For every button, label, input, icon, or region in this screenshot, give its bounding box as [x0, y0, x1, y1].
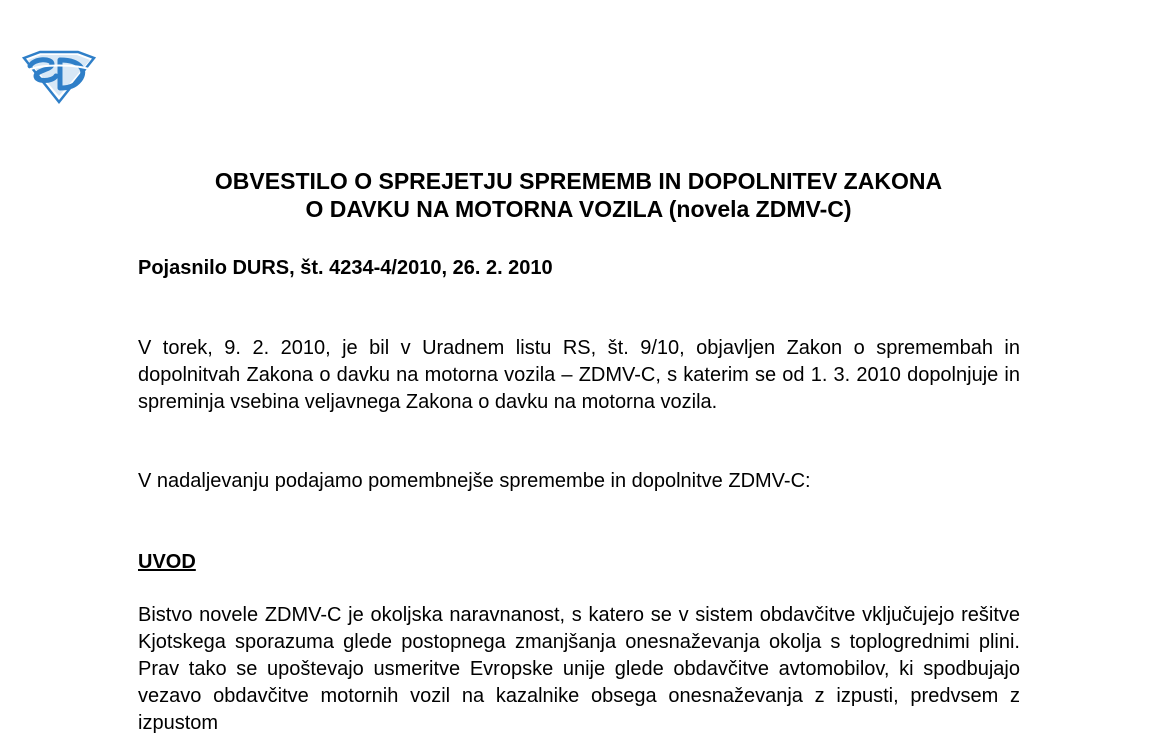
section-heading-uvod: UVOD [138, 551, 196, 573]
paragraph-uvod: Bistvo novele ZDMV-C je okoljska naravnanost, s katero se v sistem obdavčitve vključujejo rešitve Kjotskega sporazuma glede postopnega zmanjšanja onesnaževanja okolja s toplogrednimi plini. Prav tako se upoštevajo usmeritve Evropske unije glede obdavčitve avtomobilov, ki spodbujajo vezavo obdavčitve motornih vozil na kazalnike obsega onesnaževanja z izpusti, predvsem z izpustom [138, 604, 1020, 734]
paragraph-overview: V nadaljevanju podajamo pomembnejše spremembe in dopolnitve ZDMV-C: [138, 470, 811, 492]
title-line-2: O DAVKU NA MOTORNA VOZILA (novela ZDMV-C) [305, 196, 852, 222]
document-title [0, 167, 1157, 223]
document-subtitle: Pojasnilo DURS, št. 4234-4/2010, 26. 2. 2010 [138, 257, 553, 279]
title-line-1: OBVESTILO O SPREJETJU SPREMEMB IN DOPOLNITEV ZAKONA [214, 168, 943, 194]
sd-logo-icon [22, 50, 96, 104]
paragraph-intro: V torek, 9. 2. 2010, je bil v Uradnem listu RS, št. 9/10, objavljen Zakon o spremembah in dopolnitvah Zakona o davku na motorna vozila – ZDMV-C, s katerim se od 1. 3. 2010 dopolnjuje in spreminja vsebina veljavnega Zakona o davku na motorna vozila. [138, 337, 1020, 413]
